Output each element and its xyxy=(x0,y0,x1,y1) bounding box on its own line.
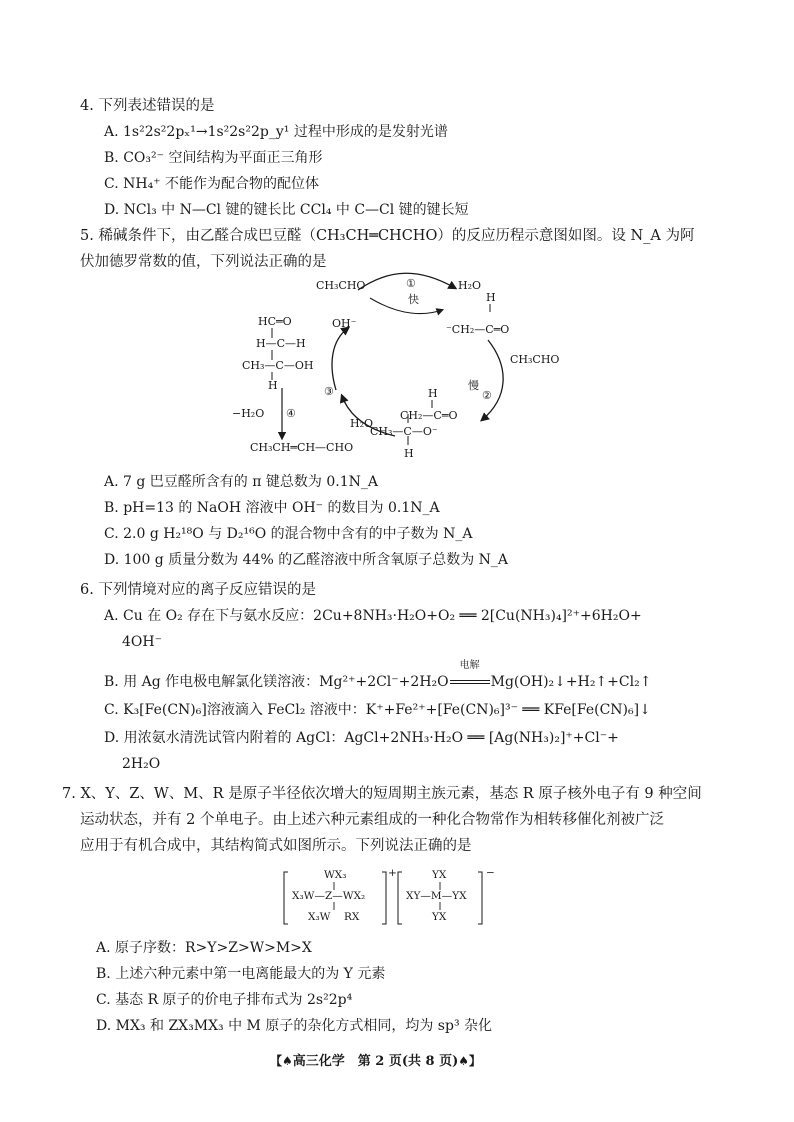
alkoxide-mid-label: CH₃—C—O⁻ xyxy=(370,425,438,438)
anion-mid: XY—M—YX xyxy=(406,890,467,902)
enolate-label: ⁻CH₂—C═O xyxy=(446,323,510,336)
q6-option-a-line2: 4OH⁻ xyxy=(122,634,162,650)
step4-label: ④ xyxy=(286,407,296,420)
water-top-label: H₂O xyxy=(458,279,482,292)
q7-stem-line2: 运动状态，并有 2 个单电子。由上述六种元素组成的一种化合物常作为相转移催化剂被广泛 xyxy=(80,812,664,828)
page-footer xyxy=(270,1050,481,1069)
anion-top: YX xyxy=(432,869,447,881)
q4-option-a: A. 1s²2s²2pₓ¹→1s²2s²2p_y¹ 过程中形成的是发射光谱 xyxy=(104,124,448,140)
crotonaldehyde-label: CH₃CH═CH—CHO xyxy=(250,441,354,454)
q7-option-b: B. 上述六种元素中第一电离能最大的为 Y 元素 xyxy=(96,966,386,982)
cycle-arc-top xyxy=(370,298,442,314)
q5-option-a: A. 7 g 巴豆醛所含有的 π 键总数为 0.1N_A xyxy=(104,474,378,490)
q7-stem-line3: 应用于有机合成中，其结构简式如图所示。下列说法正确的是 xyxy=(80,838,472,854)
q6-option-d-line1: D. 用浓氨水清洗试管内附着的 AgCl：AgCl+2NH₃·H₂O ══ [Ag(NH₃)₂]⁺+Cl⁻+ xyxy=(104,730,619,746)
q6-option-c: C. K₃[Fe(CN)₆]溶液滴入 FeCl₂ 溶液中：K⁺+Fe²⁺+[Fe(CN)₆]³⁻ ══ KFe[Fe(CN)₆]↓ xyxy=(104,702,651,718)
cation-top: WX₃ xyxy=(324,869,347,881)
footer-right-mark: ♠】 xyxy=(458,1054,482,1068)
aldol-line4-label: H xyxy=(268,379,278,392)
cation-mid: X₃W—Z—WX₂ xyxy=(292,890,366,902)
q7-option-a: A. 原子序数：R>Y>Z>W>M>X xyxy=(96,940,312,956)
q6-option-a-line1: A. Cu 在 O₂ 存在下与氨水反应：2Cu+8NH₃·H₂O+O₂ ══ 2[Cu(NH₃)₄]²⁺+6H₂O+ xyxy=(104,608,642,624)
alkoxide-top-label: CH₂—C═O xyxy=(400,409,458,422)
alkoxide-h-bottom-label: H xyxy=(404,447,414,460)
hydroxide-label: OH⁻ xyxy=(332,317,357,330)
q7-stem-line1: 7. X、Y、Z、W、M、R 是原子半径依次增大的短周期主族元素，基态 R 原子核外电子有 9 种空间 xyxy=(62,786,702,802)
q6-option-b-post: Mg(OH)₂↓+H₂↑+Cl₂↑ xyxy=(490,674,652,690)
q5-option-d: D. 100 g 质量分数为 44% 的乙醛溶液中所含氧原子总数为 N_A xyxy=(104,552,509,568)
enolate-h-label: H xyxy=(486,291,496,304)
aldol-line2-label: H—C—H xyxy=(256,337,306,350)
footer-text: 高三化学 第 2 页(共 8 页) xyxy=(292,1054,459,1069)
q4-option-b: B. CO₃²⁻ 空间结构为平面正三角形 xyxy=(104,150,323,166)
step3-label: ③ xyxy=(324,385,334,398)
q7-option-d: D. MX₃ 和 ZX₃MX₃ 中 M 原子的杂化方式相同，均为 sp³ 杂化 xyxy=(96,1018,493,1034)
q6-stem: 6. 下列情境对应的离子反应错误的是 xyxy=(80,582,316,598)
footer-left-mark: 【♠ xyxy=(270,1054,293,1068)
q5-option-c: C. 2.0 g H₂¹⁸O 与 D₂¹⁶O 的混合物中含有的中子数为 N_A xyxy=(104,526,473,542)
minus-water-label: −H₂O xyxy=(232,407,265,420)
cation-bottom-right: RX xyxy=(344,911,360,923)
q7-option-c: C. 基态 R 原子的价电子排布式为 2s²2p⁴ xyxy=(96,992,353,1008)
aldol-line3-label: CH₃—C—OH xyxy=(242,359,314,372)
slow-label: 慢 xyxy=(468,379,479,392)
step1-label: ① xyxy=(406,277,416,290)
q5-stem-line2: 伏加德罗常数的值，下列说法正确的是 xyxy=(80,254,327,270)
equals-sign xyxy=(450,680,490,684)
reactant-ch3cho-label: CH₃CHO xyxy=(316,279,366,292)
second-ch3cho-label: CH₃CHO xyxy=(510,353,560,366)
electrolysis-arrow xyxy=(449,660,491,692)
cycle-arc-left xyxy=(332,328,348,390)
cation-bottom-left: X₃W xyxy=(308,911,331,923)
compound-structure xyxy=(282,868,502,928)
q4-stem: 4. 下列表述错误的是 xyxy=(80,98,215,114)
q4-option-c: C. NH₄⁺ 不能作为配合物的配位体 xyxy=(104,176,320,192)
q5-option-b: B. pH=13 的 NaOH 溶液中 OH⁻ 的数目为 0.1N_A xyxy=(104,500,440,516)
aldol-line1-label: HC═O xyxy=(258,315,292,328)
q5-stem-line1: 5. 稀碱条件下，由乙醛合成巴豆醛（CH₃CH═CHCHO）的反应历程示意图如图。设 N_A 为阿 xyxy=(80,228,695,244)
anion-bottom: YX xyxy=(432,911,447,923)
anion-charge: − xyxy=(486,867,495,879)
cation-charge: + xyxy=(388,867,397,879)
fast-label: 快 xyxy=(408,293,419,306)
step2-arrow xyxy=(482,340,503,420)
q4-option-d: D. NCl₃ 中 N—Cl 键的键长比 CCl₄ 中 C—Cl 键的键长短 xyxy=(104,202,469,218)
water-mid-label: H₂O xyxy=(350,417,374,430)
q6-option-b xyxy=(104,660,652,692)
step2-label: ② xyxy=(482,389,492,402)
electrolysis-condition: 电解 xyxy=(459,660,480,671)
reaction-cycle-diagram xyxy=(220,268,580,468)
q6-option-d-line2: 2H₂O xyxy=(122,756,161,772)
q6-option-b-pre: B. 用 Ag 作电极电解氯化镁溶液：Mg²⁺+2Cl⁻+2H₂O xyxy=(104,674,449,690)
alkoxide-h-top-label: H xyxy=(428,387,438,400)
